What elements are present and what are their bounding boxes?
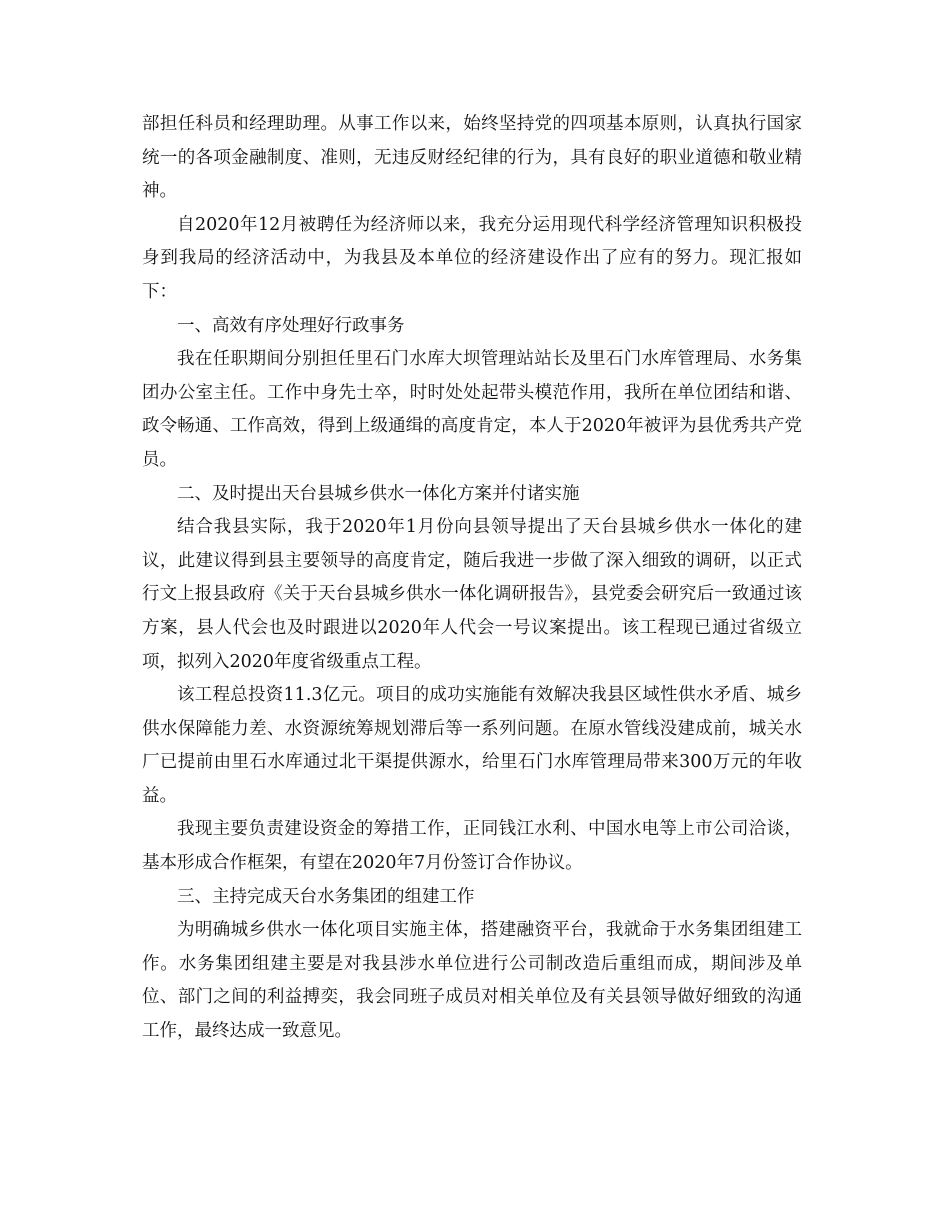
paragraph-investment: 该工程总投资11.3亿元。项目的成功实施能有效解决我县区域性供水矛盾、城乡供水保障能力差、水资源统筹规划滞后等一系列问题。在原水管线没建成前，城关水厂已提前由里石水库通过北干渠提供源水，给里石门水库管理局带来300万元的年收益。 — [142, 685, 802, 806]
paragraph-appointment: 自2020年12月被聘任为经济师以来，我充分运用现代科学经济管理知识积极投身到我局的经济活动中，为我县及本单位的经济建设作出了应有的努力。现汇报如下： — [142, 214, 802, 302]
section-heading-3: 三、主持完成天台水务集团的组建工作 — [177, 886, 475, 907]
paragraph-water-proposal: 结合我县实际，我于2020年1月份向县领导提出了天台县城乡供水一体化的建议，此建议得到县主要领导的高度肯定，随后我进一步做了深入细致的调研，以正式行文上报县政府《关于天台县城乡供水一体化调研报告》，县党委会研究后一致通过该方案，县人代会也及时跟进以2020年人代会一号议案提出。该工程现已通过省级立项，拟列入2020年度省级重点工程。 — [142, 517, 802, 672]
paragraph-group-formation: 为明确城乡供水一体化项目实施主体，搭建融资平台，我就命于水务集团组建工作。水务集团组建主要是对我县涉水单位进行公司制改造后重组而成，期间涉及单位、部门之间的利益搏奕，我会同班子成员对相关单位及有关县领导做好细致的沟通工作，最终达成一致意见。 — [142, 920, 802, 1042]
paragraph-admin-affairs: 我在任职期间分别担任里石门水库大坝管理站站长及里石门水库管理局、水务集团办公室主任。工作中身先士卒，时时处处起带头模范作用，我所在单位团结和谐、政令畅通、工作高效，得到上级通缉的高度肯定，本人于2020年被评为县优秀共产党员。 — [142, 349, 802, 470]
paragraph-funding: 我现主要负责建设资金的筹措工作，正同钱江水利、中国水电等上市公司洽谈，基本形成合作框架，有望在2020年7月份签订合作协议。 — [142, 819, 802, 874]
section-heading-2: 二、及时提出天台县城乡供水一体化方案并付诸实施 — [177, 483, 580, 504]
section-heading-1: 一、高效有序处理好行政事务 — [177, 315, 405, 336]
document-body — [142, 108, 802, 1049]
paragraph-intro-continued: 部担任科员和经理助理。从事工作以来，始终坚持党的四项基本原则，认真执行国家统一的各项金融制度、准则，无违反财经纪律的行为，具有良好的职业道德和敬业精神。 — [142, 114, 802, 202]
